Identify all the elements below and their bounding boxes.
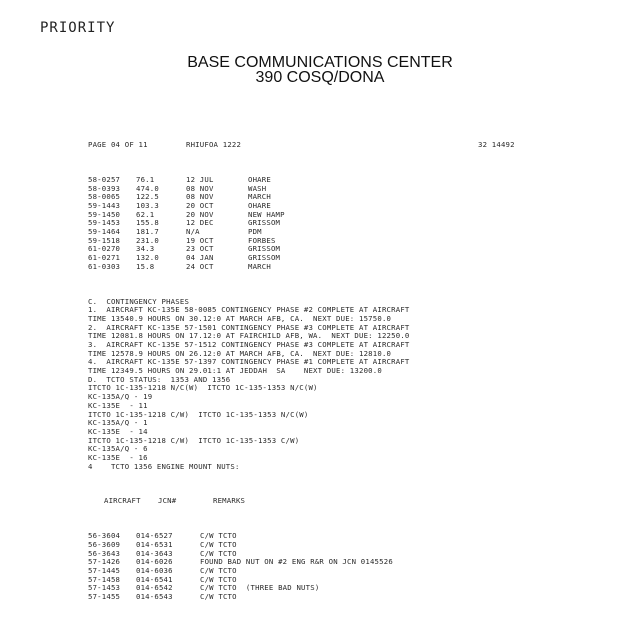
table-cell: 12 DEC	[186, 218, 214, 228]
table-cell: 58-0257	[88, 174, 121, 184]
list-cell: 57-1458	[88, 574, 121, 584]
text-line: KC-135A/Q - 1	[88, 418, 148, 428]
text-line: TIME 12578.9 HOURS ON 26.12:0 AT MARCH AFB, CA. NEXT DUE: 12810.0	[88, 348, 392, 358]
text-line: KC-135E - 16	[88, 452, 148, 462]
table-cell: 61-0271	[88, 253, 121, 263]
mount-header-remarks: REMARKS	[213, 496, 246, 506]
text-line: ITCTO 1C-135-1218 C/W) ITCTO 1C-135-1353 C/W)	[88, 435, 300, 445]
table-cell: 59-1450	[88, 209, 121, 219]
header-subtitle: 390 COSQ/DONA	[255, 69, 385, 86]
table-cell: 23 OCT	[186, 244, 214, 254]
table-cell: 155.8	[136, 218, 159, 228]
table-cell: 103.3	[136, 200, 159, 210]
list-cell: 56-3643	[88, 548, 121, 558]
table-cell: 181.7	[136, 227, 159, 237]
table-row	[88, 245, 628, 254]
table-cell: 62.1	[136, 209, 155, 219]
list-cell: 014-6543	[136, 592, 173, 602]
mount-header-jcn: JCN#	[158, 496, 177, 506]
list-cell: 014-3643	[136, 548, 173, 558]
table-cell: 04 JAN	[186, 253, 214, 263]
table-row	[88, 219, 628, 228]
table-cell: 15.8	[136, 261, 155, 271]
list-cell: C/W TCTO	[200, 531, 237, 541]
table-cell: OHARE	[248, 200, 271, 210]
table-row	[88, 254, 628, 263]
mount-header-row	[88, 497, 628, 506]
text-line: TIME 13540.9 HOURS ON 30.12:0 AT MARCH AFB, CA. NEXT DUE: 15750.0	[88, 313, 392, 323]
table-cell: 08 NOV	[186, 183, 214, 193]
list-cell: 57-1453	[88, 583, 121, 593]
body-lines	[88, 298, 628, 472]
table-row	[88, 202, 628, 211]
list-cell: C/W TCTO	[200, 548, 237, 558]
table-cell: 122.5	[136, 192, 159, 202]
text-line: 4. AIRCRAFT KC-135E 57-1397 CONTINGENCY PHASE #1 COMPLETE AT AIRCRAFT	[88, 357, 410, 367]
table-cell: GRISSOM	[248, 218, 281, 228]
table-cell: GRISSOM	[248, 253, 281, 263]
table-cell: 61-0303	[88, 261, 121, 271]
mount-header-aircraft: AIRCRAFT	[104, 496, 141, 506]
priority-label: PRIORITY	[40, 20, 116, 36]
list-cell: 57-1455	[88, 592, 121, 602]
table-cell: 34.3	[136, 244, 155, 254]
table-cell: FORBES	[248, 235, 276, 245]
table-cell: 58-0065	[88, 192, 121, 202]
table-cell: NEW HAMP	[248, 209, 285, 219]
page-header-row	[88, 141, 628, 150]
list-cell: C/W TCTO (THREE BAD NUTS)	[200, 583, 320, 593]
message-body	[88, 115, 628, 619]
text-line: 3. AIRCRAFT KC-135E 57-1512 CONTINGENCY PHASE #3 COMPLETE AT AIRCRAFT	[88, 340, 410, 350]
header-title: BASE COMMUNICATIONS CENTER	[187, 54, 453, 71]
message-reference: 32 14492	[478, 140, 515, 150]
list-cell: 56-3604	[88, 531, 121, 541]
list-cell: 014-6527	[136, 531, 173, 541]
table-cell: 474.0	[136, 183, 159, 193]
table-row	[88, 176, 628, 185]
table-cell: MARCH	[248, 261, 271, 271]
list-cell: FOUND BAD NUT ON #2 ENG R&R ON JCN 0145526	[200, 557, 393, 567]
table-row	[88, 263, 628, 272]
table-cell: 08 NOV	[186, 192, 214, 202]
table-cell: MARCH	[248, 192, 271, 202]
table-row	[88, 185, 628, 194]
list-cell: C/W TCTO	[200, 539, 237, 549]
list-cell: 56-3609	[88, 539, 121, 549]
list-item	[88, 593, 628, 602]
text-line: KC-135E - 11	[88, 400, 148, 410]
table-row	[88, 193, 628, 202]
message-address: RHIUFOA 1222	[186, 140, 242, 150]
table-cell: 20 OCT	[186, 200, 214, 210]
list-cell: C/W TCTO	[200, 574, 237, 584]
table-row	[88, 237, 628, 246]
table-cell: 12 JUL	[186, 174, 214, 184]
table-row	[88, 228, 628, 237]
table-cell: 231.0	[136, 235, 159, 245]
table-row	[88, 211, 628, 220]
table-cell: GRISSOM	[248, 244, 281, 254]
table-cell: 20 NOV	[186, 209, 214, 219]
table-cell: 24 OCT	[186, 261, 214, 271]
table-cell: 59-1464	[88, 227, 121, 237]
list-cell: 57-1426	[88, 557, 121, 567]
table-cell: 59-1518	[88, 235, 121, 245]
text-line: KC-135E - 14	[88, 426, 148, 436]
text-line: D. TCTO STATUS: 1353 AND 1356	[88, 374, 231, 384]
text-line: 4 TCTO 1356 ENGINE MOUNT NUTS:	[88, 461, 240, 471]
table-cell: 59-1453	[88, 218, 121, 228]
aircraft-table	[88, 176, 628, 272]
text-line: 1. AIRCRAFT KC-135E 58-0085 CONTINGENCY PHASE #2 COMPLETE AT AIRCRAFT	[88, 305, 410, 315]
list-cell: C/W TCTO	[200, 565, 237, 575]
text-line: ITCTO 1C-135-1218 C/W) ITCTO 1C-135-1353 N/C(W)	[88, 409, 309, 419]
table-cell: WASH	[248, 183, 267, 193]
list-cell: 014-6026	[136, 557, 173, 567]
table-cell: 61-0270	[88, 244, 121, 254]
text-line: 2. AIRCRAFT KC-135E 57-1501 CONTINGENCY PHASE #3 COMPLETE AT AIRCRAFT	[88, 322, 410, 332]
text-line: ITCTO 1C-135-1218 N/C(W) ITCTO 1C-135-1353 N/C(W)	[88, 383, 318, 393]
mount-rows	[88, 532, 628, 602]
list-cell: C/W TCTO	[200, 592, 237, 602]
text-line: C. CONTINGENCY PHASES	[88, 296, 190, 306]
table-cell: N/A	[186, 227, 200, 237]
table-cell: 58-0393	[88, 183, 121, 193]
list-cell: 57-1445	[88, 565, 121, 575]
table-cell: PDM	[248, 227, 262, 237]
table-cell: 132.0	[136, 253, 159, 263]
table-cell: 76.1	[136, 174, 155, 184]
table-cell: 19 OCT	[186, 235, 214, 245]
text-line: TIME 12081.8 HOURS ON 17.12:0 AT FAIRCHILD AFB, WA. NEXT DUE: 12250.0	[88, 331, 410, 341]
text-line: KC-135A/Q - 6	[88, 444, 148, 454]
list-cell: 014-6541	[136, 574, 173, 584]
text-line: TIME 12349.5 HOURS ON 29.01:1 AT JEDDAH SA NEXT DUE: 13200.0	[88, 366, 382, 376]
list-cell: 014-6036	[136, 565, 173, 575]
list-cell: 014-6531	[136, 539, 173, 549]
page-number: PAGE 04 OF 11	[88, 140, 148, 150]
table-cell: OHARE	[248, 174, 271, 184]
list-cell: 014-6542	[136, 583, 173, 593]
table-cell: 59-1443	[88, 200, 121, 210]
text-line: KC-135A/Q - 19	[88, 392, 153, 402]
